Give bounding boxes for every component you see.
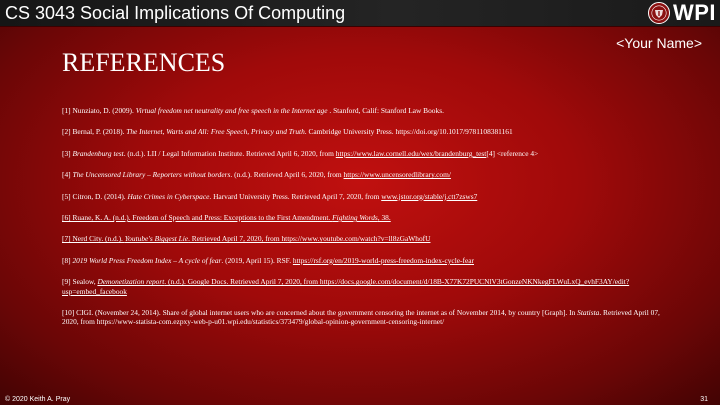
reference-item [62,192,662,201]
reference-link[interactable]: , 38. [377,213,391,223]
reference-link[interactable]: . Retrieved April 7, 2020, from https://www.youtube.com/watch?v=ll8zGaWhofU [188,234,431,244]
reference-item [62,213,662,222]
reference-link[interactable]: . (n.d.). Google Docs. Retrieved April 7, 2020, from https://docs.google.com/document/d/18B-X77K72PUCNlV3tGonzeNKNkegFLWuLxQ_evhF3AY/edit?usp=embed_facebook [62,277,630,296]
reference-text: [4] <reference 4> [486,148,539,158]
reference-item [62,127,662,136]
reference-item [62,170,662,179]
reference-text: [4] [62,170,73,180]
wpi-logo-text: WPI [672,0,716,25]
reference-text: [5] Citron, D. (2014). [62,191,128,201]
reference-text: The Uncensored Library – Reporters without borders [72,170,231,180]
reference-text: . (n.d.). LII / Legal Information Institute. Retrieved April 6, 2020, from [123,148,336,158]
course-title: CS 3043 Social Implications Of Computing [5,3,346,23]
wpi-logo [648,1,716,25]
reference-text: [8] [62,255,73,265]
reference-link[interactable]: Demonetization report [97,277,165,287]
reference-text: [1] Nunziato, D. (2009). [62,106,136,115]
reference-text: [9] Sealow, [62,277,98,287]
reference-link[interactable]: https://www.uncensoredlibrary.com/ [343,170,451,180]
reference-text: The Internet, Warts and All: Free Speech, Privacy and Truth [126,127,305,137]
reference-link[interactable]: [6] Ruane, K. A. (n.d.). Freedom of Speech and Press: Exceptions to the First Amendment. [62,213,333,223]
reference-text: [10] CIGI. (November 24, 2014). Share of global internet users who are concerned about the government censoring the internet as of November 2014, by country [Graph]. In [62,308,578,318]
reference-link[interactable]: https://www.law.cornell.edu/wex/brandenburg_test [335,148,487,158]
reference-text: . Harvard University Press. Retrieved April 7, 2020, from [209,191,382,201]
reference-item [62,106,662,115]
slide-title: REFERENCES [62,48,226,77]
reference-text: . (n.d.). Retrieved April 6, 2020, from [230,170,344,180]
reference-link[interactable]: Fighting Words [332,213,378,223]
reference-item [62,256,662,265]
reference-text: Brandenburg test [72,148,124,158]
reference-text: [3] [62,148,73,158]
reference-item [62,277,662,296]
reference-text: . Stanford, Calif: Stanford Law Books. [327,106,444,115]
reference-text: Virtual freedom net neutrality and free speech in the Internet age [135,106,328,115]
author-name-placeholder: <Your Name> [616,35,702,51]
reference-text: . Retrieved April 07, 2020, from https://www-statista-com.ezpxy-web-p-u01.wpi.edu/statistics/373479/global-opinion-government-censoring-internet/ [62,308,660,327]
reference-item [62,234,662,243]
reference-item [62,149,662,158]
reference-text: [2] Bernal, P. (2018). [62,127,127,137]
page-number: 31 [700,396,708,403]
reference-link[interactable]: Youtube's Biggest Lie [124,234,189,244]
footer-copyright: © 2020 Keith A. Pray [5,396,71,403]
wpi-seal-icon [648,2,670,24]
reference-link[interactable]: [7] Nerd City. (n.d.). [62,234,125,244]
reference-item [62,308,662,327]
reference-text: . Cambridge University Press. https://doi.org/10.1017/9781108381161 [304,127,513,137]
reference-text: . (2019, April 15). RSF. [221,255,293,265]
reference-text: 2019 World Press Freedom Index – A cycle of fear [72,255,222,265]
reference-text: Hate Crimes in Cyberspace [127,191,210,201]
reference-link[interactable]: www.jstor.org/stable/j.ctt7zsws7 [381,191,478,201]
title-bar [0,0,720,27]
reference-link[interactable]: https://rsf.org/en/2019-world-press-freedom-index-cycle-fear [292,255,474,265]
references-list [62,106,662,339]
reference-text: Statista [577,308,600,318]
